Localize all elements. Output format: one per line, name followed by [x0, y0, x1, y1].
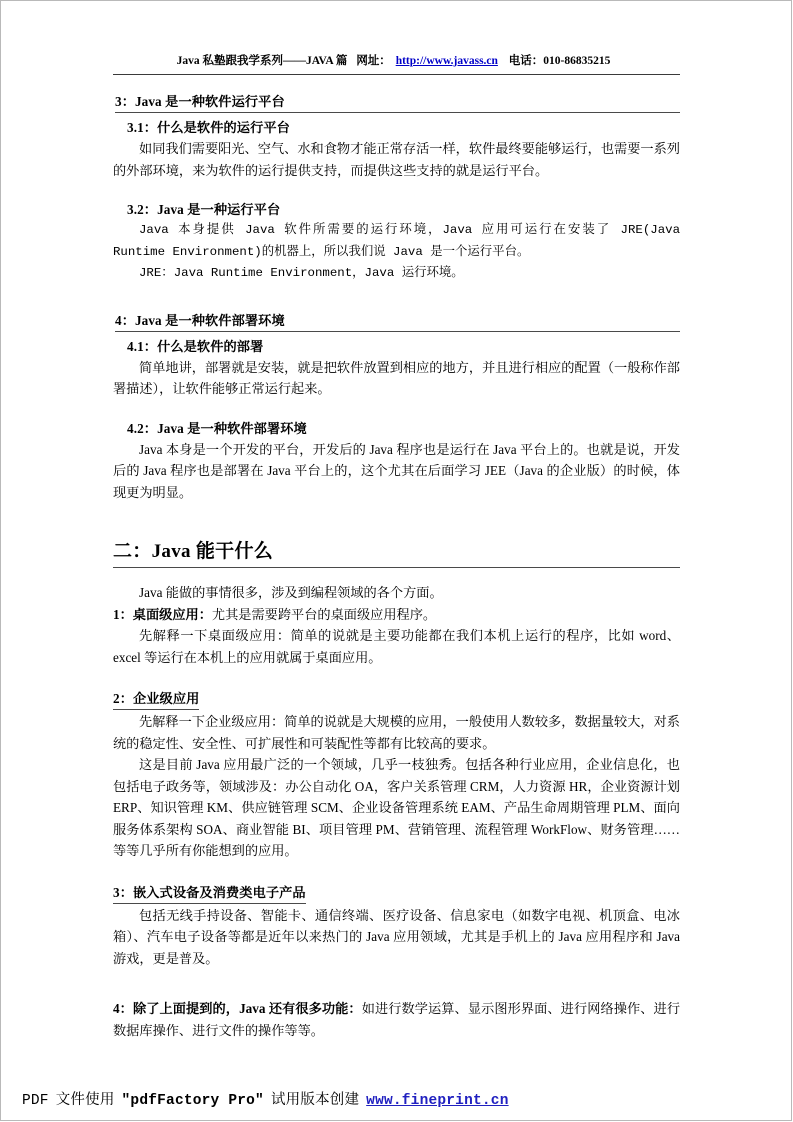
list-item-4-text: 如进行数学运算、显示图形界面、进行网络操作、进行数据库操作、进行文件的操作等等。 [113, 1001, 680, 1038]
heading-section-3-1: 3.1：什么是软件的运行平台 [127, 120, 290, 135]
heading-chapter-2: 二：Java 能干什么 [113, 538, 680, 568]
document-body [113, 92, 680, 1041]
spacer [113, 568, 680, 582]
spacer [113, 668, 680, 688]
spacer [113, 529, 680, 538]
heading-section-4-1: 4.1：什么是软件的部署 [127, 338, 264, 354]
paragraph-item-2-a: 先解释一下企业级应用：简单的说就是大规模的应用，一般使用人数较多，数据量较大，对系统的稳定性、安全性、可扩展性和可装配性等都有比较高的要求。 [113, 714, 680, 751]
heading-section-3: 3：Java 是一种软件运行平台 [115, 92, 680, 113]
heading-section-3-2: 3.2：Java 是一种运行平台 [127, 202, 281, 217]
header-phone: 电话：010-86835215 [508, 55, 611, 67]
paragraph-3-2-a: Java 本身提供 Java 软件所需要的运行环境，Java 应用可运行在安装了 JRE(Java Runtime Environment)的机器上，所以我们说 Java 是一个运行平台。 [113, 223, 680, 259]
page-header [113, 52, 680, 68]
header-website-link[interactable]: http://www.javass.cn [395, 55, 498, 67]
spacer [113, 285, 680, 311]
spacer [113, 400, 680, 414]
watermark-text-2: 试用版本创建 [270, 1093, 360, 1109]
watermark-link[interactable]: www.fineprint.cn [366, 1093, 509, 1109]
spacer [113, 989, 680, 998]
paragraph-chapter2-intro: Java 能做的事情很多，涉及到编程领域的各个方面。 [139, 585, 443, 600]
watermark-text-1: 文件使用 [55, 1093, 115, 1109]
paragraph-3-2-b: JRE：Java Runtime Environment，Java 运行环境。 [139, 266, 464, 280]
paragraph-4-1: 简单地讲，部署就是安装，就是把软件放置到相应的地方，并且进行相应的配置（一般称作部署描述），让软件能够正常运行起来。 [113, 359, 680, 396]
heading-item-3: 3：嵌入式设备及消费类电子产品 [113, 883, 306, 904]
paragraph-3-1: 如同我们需要阳光、空气、水和食物才能正常存活一样，软件最终要能够运行，也需要一系列的外部环境，来为软件的运行提供支持，而提供这些支持的就是运行平台。 [113, 141, 680, 178]
list-item-1-text: 尤其是需要跨平台的桌面级应用程序。 [211, 606, 437, 622]
paragraph-item-1: 先解释一下桌面级应用：简单的说就是主要功能都在我们本机上运行的程序，比如 word、excel 等运行在本机上的应用就属于桌面应用。 [113, 628, 680, 665]
spacer [113, 969, 680, 989]
watermark-product-name: "pdfFactory Pro" [121, 1093, 264, 1109]
pdffactory-watermark [22, 1088, 509, 1109]
header-title: Java 私塾跟我学系列——JAVA 篇 [176, 55, 348, 67]
header-url-label: 网址： [356, 55, 391, 67]
list-item-4-label: 4：除了上面提到的，Java 还有很多功能： [113, 1001, 362, 1016]
list-item-1-label: 1：桌面级应用： [113, 606, 212, 622]
heading-item-2: 2：企业级应用 [113, 689, 199, 710]
list-item-4-lead [113, 998, 680, 1041]
paragraph-item-2-b: 这是目前 Java 应用最广泛的一个领域，几乎一枝独秀。包括各种行业应用，企业信息化，也包括电子政务等，领域涉及：办公自动化 OA，客户关系管理 CRM，人力资源 HR，企业资源计划 ERP、知识管理 KM、供应链管理 SCM、企业设备管理系统 EAM、产品生命周期管理 PLM、面向服务体系架构 SOA、商业智能 BI、项目管理 PM、营销管理、流程管理 WorkFlow、财务管理……等等几乎所有你能想到的应用。 [113, 757, 680, 858]
watermark-prefix: PDF [22, 1093, 49, 1109]
paragraph-item-3: 包括无线手持设备、智能卡、通信终端、医疗设备、信息家电（如数字电视、机顶盒、电冰箱）、汽车电子设备等都是近年以来热门的 Java 应用领域，尤其是手机上的 Java 应用程序和 Java 游戏，更是普及。 [113, 907, 680, 966]
header-divider [113, 74, 680, 75]
spacer [113, 862, 680, 882]
heading-section-4: 4：Java 是一种软件部署环境 [115, 311, 680, 332]
heading-section-4-2: 4.2：Java 是一种软件部署环境 [127, 420, 307, 436]
paragraph-4-2: Java 本身是一个开发的平台，开发后的 Java 程序也是运行在 Java 平台上的。也就是说，开发后的 Java 程序也是部署在 Java 平台上的，这个尤其在后面学习 JEE（Java 的企业版）的时候，体现更为明显。 [113, 441, 680, 500]
spacer [113, 503, 680, 529]
list-item-1-lead [113, 604, 680, 626]
spacer [113, 181, 680, 195]
